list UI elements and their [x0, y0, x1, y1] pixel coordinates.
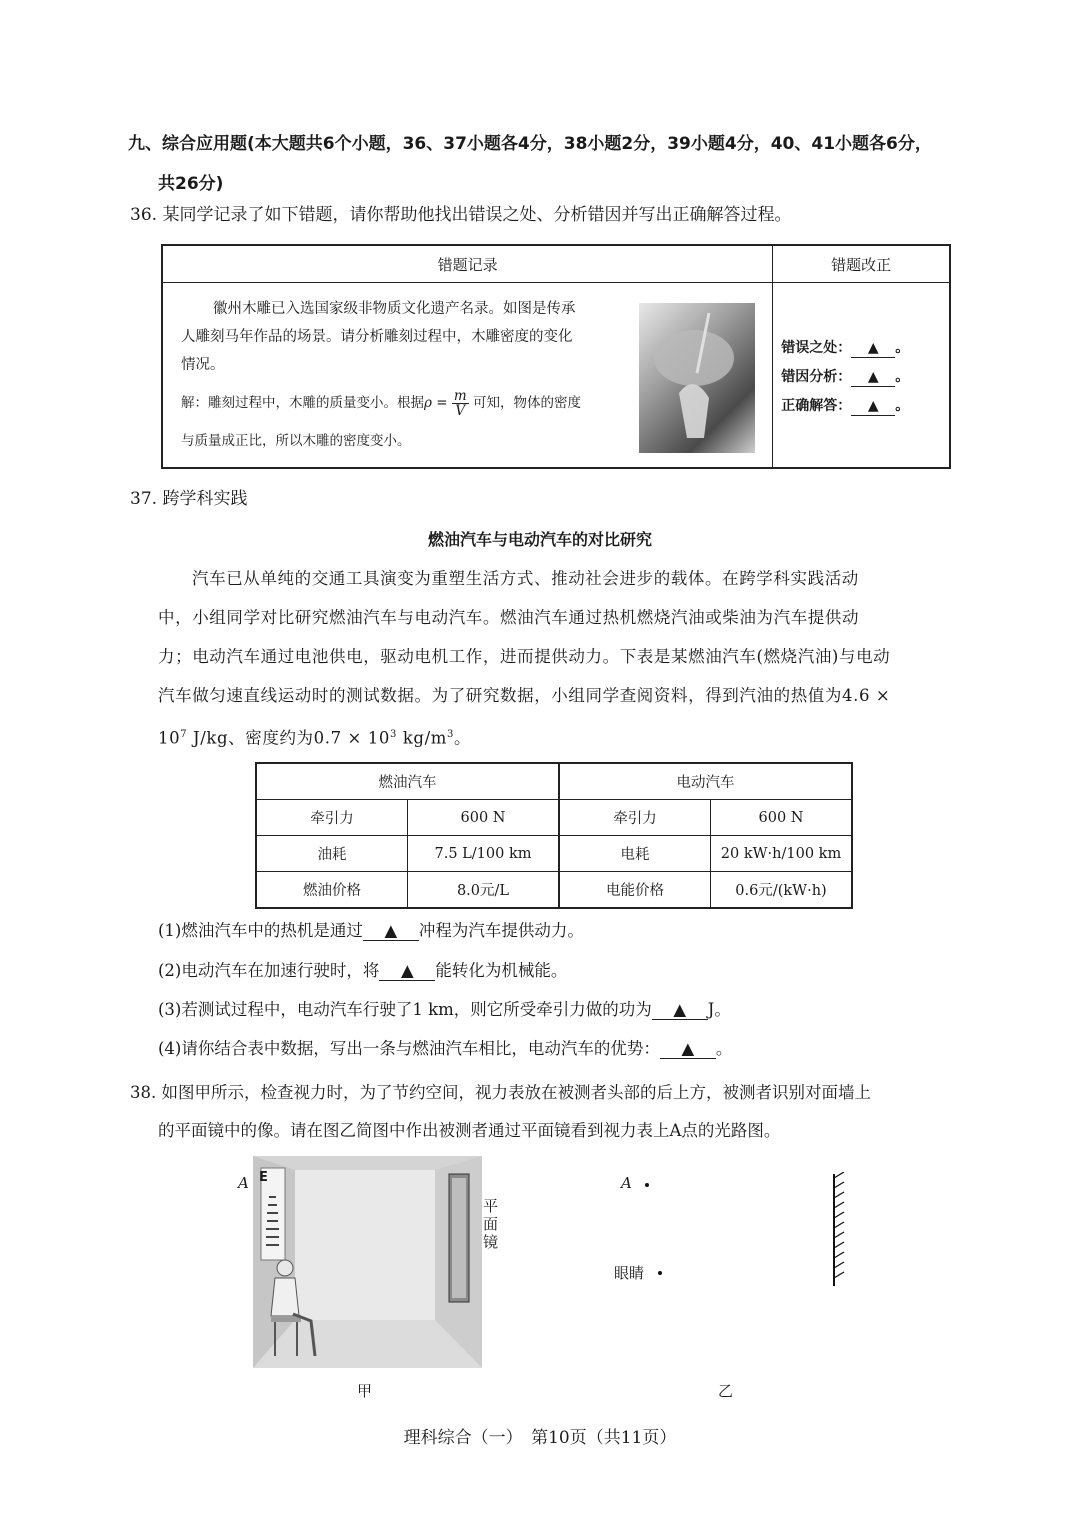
- eye-chart-letter: E: [259, 1170, 268, 1185]
- record-cell: [163, 283, 773, 468]
- table-cell: 8.0元/L: [408, 872, 560, 909]
- correction-cell: [773, 283, 949, 468]
- period: 。: [895, 340, 910, 356]
- table-cell: 电能价格: [559, 872, 711, 909]
- answer-blank-1[interactable]: ▲: [851, 339, 895, 358]
- record-line-3: 情况。: [181, 357, 225, 373]
- p5-exp3: 3: [447, 729, 454, 740]
- fraction-numerator: m: [453, 388, 467, 404]
- table-cell: 7.5 L/100 km: [408, 836, 560, 872]
- section-title: [128, 124, 958, 204]
- table-cell: 电耗: [559, 836, 711, 872]
- answer-blank-6[interactable]: ▲: [652, 1001, 708, 1020]
- solution-text-b: 可知，物体的密度: [468, 395, 581, 411]
- table-cell: 20 kW·h/100 km: [711, 836, 853, 872]
- error-record-table: [161, 244, 951, 469]
- p5-c: kg/m: [396, 728, 447, 748]
- q37-number: 37. 跨学科实践: [130, 489, 248, 509]
- answer-blank-7[interactable]: ▲: [660, 1040, 716, 1059]
- table-cell: 0.6元/(kW·h): [711, 872, 853, 909]
- mirror-hatch: [828, 1172, 848, 1288]
- car-comparison-table: [255, 762, 853, 909]
- woodcarving-photo: [639, 303, 755, 453]
- q38-stem: [130, 1074, 871, 1150]
- rho-symbol: ρ: [424, 395, 432, 411]
- p5-exp2: 3: [390, 729, 397, 740]
- q37-title: 燃油汽车与电动汽车的对比研究: [427, 530, 652, 549]
- exam-room-illustration: [253, 1156, 482, 1368]
- mirror-char-3: 镜: [483, 1233, 499, 1251]
- table-cell: 600 N: [711, 800, 853, 836]
- mirror-char-1: 平: [483, 1197, 499, 1215]
- sub1-a: (1)燃油汽车中的热机是通过: [158, 921, 363, 940]
- table-row: [256, 872, 852, 909]
- equals-sign: =: [431, 395, 452, 411]
- mirror-label: [483, 1197, 498, 1251]
- record-line-2: 人雕刻马年作品的场景。请分析雕刻过程中，木雕密度的变化: [181, 329, 573, 345]
- point-a-dot: [645, 1183, 649, 1187]
- q38-line-2: 的平面镜中的像。请在图乙简图中作出被测者通过平面镜看到视力表上A点的光路图。: [158, 1121, 781, 1140]
- answer-blank-4[interactable]: ▲: [363, 922, 419, 941]
- fig1-point-a: A: [238, 1174, 249, 1192]
- fix-error-location: [781, 337, 909, 358]
- p5-d: 。: [453, 728, 472, 748]
- fraction-denominator: V: [455, 403, 466, 419]
- header-correction: 错题改正: [831, 255, 892, 274]
- section-title-line2: 共26分): [158, 174, 224, 194]
- p5-exp1: 7: [180, 729, 188, 740]
- sub2-b: 能转化为机械能。: [435, 961, 568, 980]
- table-row: [256, 800, 852, 836]
- table-row: [256, 836, 852, 872]
- page-footer: 理科综合（一） 第10页（共11页）: [403, 1428, 677, 1448]
- sub4-b: 。: [715, 1039, 733, 1058]
- para-line-5: [158, 715, 953, 758]
- p5-a: 10: [158, 728, 181, 748]
- fig2-eye-label: 眼睛: [614, 1264, 645, 1282]
- record-line-1: 徽州木雕已入选国家级非物质文化遗产名录。如图是传承: [213, 301, 576, 317]
- head-electric-car: 电动汽车: [559, 763, 852, 800]
- q37-sub4: [158, 1034, 732, 1064]
- solution-line-1: [181, 389, 581, 418]
- period: 。: [895, 369, 910, 385]
- table-cell: 牵引力: [559, 800, 711, 836]
- table-cell: 燃油价格: [256, 872, 408, 909]
- fix-correct-answer: [781, 395, 909, 416]
- fix-label-3: 正确解答：: [781, 398, 852, 414]
- solution-line-2: 与质量成正比，所以木雕的密度变小。: [181, 433, 411, 449]
- error-table-header: [163, 246, 949, 283]
- mirror-char-2: 面: [483, 1215, 499, 1233]
- para-line-1: 汽车已从单纯的交通工具演变为重塑生活方式、推动社会进步的载体。在跨学科实践活动: [192, 569, 859, 588]
- table-cell: 600 N: [408, 800, 560, 836]
- table-cell: 油耗: [256, 836, 408, 872]
- plane-mirror-symbol: [828, 1172, 848, 1288]
- q37-paragraph: [158, 559, 953, 758]
- fraction: [452, 389, 469, 418]
- table-header-row: [256, 763, 852, 800]
- fix-label-1: 错误之处：: [781, 340, 852, 356]
- sub4-a: (4)请你结合表中数据，写出一条与燃油汽车相比，电动汽车的优势：: [158, 1039, 660, 1058]
- solution-text-a: 解：雕刻过程中，木雕的质量变小。根据: [181, 395, 424, 411]
- para-line-4: 汽车做匀速直线运动时的测试数据。为了研究数据，小组同学查阅资料，得到汽油的热值为4.6 ×: [158, 686, 891, 705]
- q37-sub3: [158, 995, 731, 1025]
- sub1-b: 冲程为汽车提供动力。: [418, 921, 584, 940]
- fig2-caption: 乙: [718, 1382, 734, 1400]
- figure-jia: [253, 1156, 482, 1368]
- q36-stem: 36. 某同学记录了如下错题，请你帮助他找出错误之处、分析错因并写出正确解答过程。: [130, 205, 792, 225]
- answer-blank-2[interactable]: ▲: [851, 368, 895, 387]
- p5-b: J/kg、密度约为0.7 × 10: [187, 728, 391, 748]
- sub2-a: (2)电动汽车在加速行驶时，将: [158, 961, 380, 980]
- sub3-a: (3)若测试过程中，电动汽车行驶了1 km，则它所受牵引力做的功为: [158, 1000, 652, 1019]
- answer-blank-5[interactable]: ▲: [379, 962, 435, 981]
- q38-line-1: 38. 如图甲所示，检查视力时，为了节约空间，视力表放在被测者头部的后上方，被测者识别对面墙上: [130, 1083, 871, 1102]
- fig1-caption: 甲: [357, 1382, 373, 1400]
- eye-dot: [658, 1271, 662, 1275]
- q37-sub1: [158, 916, 584, 946]
- head-fuel-car: 燃油汽车: [256, 763, 559, 800]
- para-line-2: 中，小组同学对比研究燃油汽车与电动汽车。燃油汽车通过热机燃烧汽油或柴油为汽车提供动: [158, 608, 860, 627]
- answer-blank-3[interactable]: ▲: [851, 397, 895, 416]
- fix-error-cause: [781, 366, 909, 387]
- q37-sub2: [158, 956, 567, 986]
- sub3-b: J。: [707, 1000, 731, 1019]
- fix-label-2: 错因分析：: [781, 369, 852, 385]
- para-line-3: 力；电动汽车通过电池供电，驱动电机工作，进而提供动力。下表是某燃油汽车(燃烧汽油)与电动: [158, 647, 891, 666]
- header-record: 错题记录: [163, 246, 773, 282]
- table-cell: 牵引力: [256, 800, 408, 836]
- period: 。: [895, 398, 910, 414]
- section-title-line1: 九、综合应用题(本大题共6个小题，36、37小题各4分，38小题2分，39小题4分，40、41小题各6分，: [128, 134, 932, 154]
- fig2-point-a: A: [621, 1174, 632, 1192]
